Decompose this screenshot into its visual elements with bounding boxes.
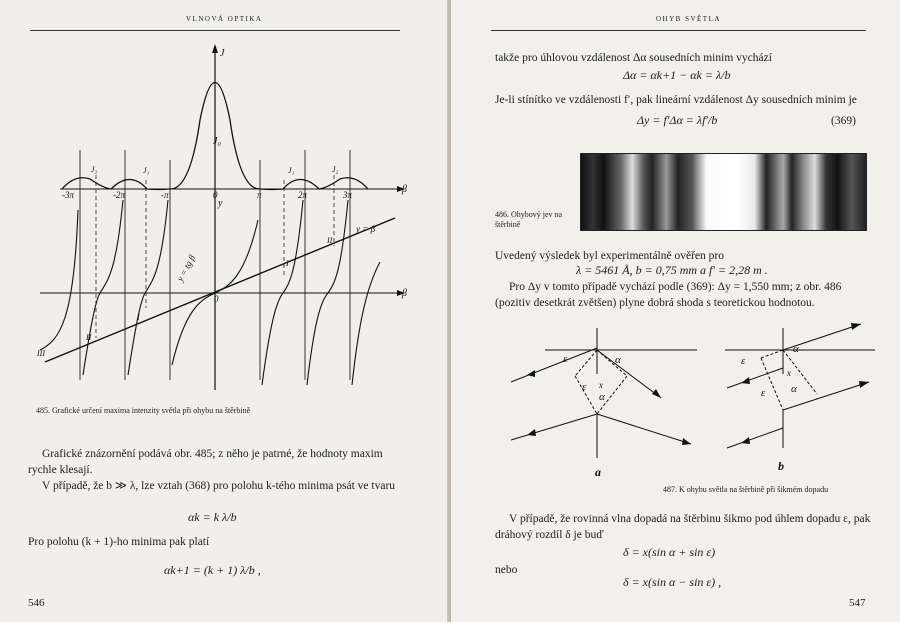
running-head-right: OHYB SVĚTLA bbox=[656, 15, 721, 23]
running-head-left: VLNOVÁ OPTIKA bbox=[186, 15, 263, 23]
equation-number-369: (369) bbox=[831, 115, 856, 127]
line-angular-distance: takže pro úhlovou vzdálenost Δα sousedních minim vychází bbox=[495, 52, 772, 64]
header-rule-right bbox=[491, 30, 866, 31]
label-J1-left: J₁ bbox=[143, 166, 150, 175]
fig487b-alpha-top: α bbox=[793, 343, 799, 355]
tick-2pi: 2π bbox=[298, 190, 308, 200]
label-J: J bbox=[220, 48, 225, 59]
tick-pi: π bbox=[257, 190, 262, 200]
fig487a-epsilon-inner: ε bbox=[582, 381, 587, 393]
fig487a-x: x bbox=[599, 380, 603, 390]
label-beta-lower: β bbox=[402, 288, 407, 299]
paragraph-result-intro: Uvedený výsledek byl experimentálně ověřen pro bbox=[495, 250, 724, 262]
label-beta-upper: β bbox=[402, 184, 407, 195]
tick-minus-pi: -π bbox=[161, 190, 169, 200]
fig487a-alpha-top: α bbox=[615, 354, 621, 366]
label-y-eq-beta: y = β bbox=[356, 224, 376, 234]
paragraph-next-minimum: Pro polohu (k + 1)-ho minima pak platí bbox=[28, 536, 210, 548]
fig487b-epsilon-inner: ε bbox=[761, 387, 766, 399]
equation-delta-y: Δy = f′Δα = λf′/b bbox=[637, 113, 718, 127]
figure-487-caption: 487. K ohybu světla na štěrbině při šikmém dopadu bbox=[663, 485, 829, 494]
label-J2-right: J₂ bbox=[332, 165, 339, 174]
paragraph-oblique-incidence: V případě, že rovinná vlna dopadá na štěrbinu šikmo pod úhlem dopadu ε, pak dráhový rozdíl δ je buď bbox=[495, 513, 871, 541]
equation-path-difference-diff: δ = x(sin α − sin ε) , bbox=[623, 575, 722, 589]
equation-alpha-k-plus-1: αk+1 = (k + 1) λ/b , bbox=[164, 563, 261, 577]
label-I-left: I bbox=[137, 313, 140, 322]
fig487-label-b: b bbox=[778, 459, 784, 473]
label-J0: J₀ bbox=[213, 136, 221, 147]
label-J2-left: J₂ bbox=[91, 165, 98, 174]
diffraction-photo bbox=[580, 153, 867, 231]
label-III: III bbox=[37, 349, 45, 358]
paragraph-approximation: V případě, že b ≫ λ, lze vztah (368) pro polohu k-tého minima psát ve tvaru bbox=[42, 480, 396, 492]
label-J1-right: J₁ bbox=[288, 166, 295, 175]
page-number-right: 547 bbox=[849, 597, 866, 609]
label-y: y bbox=[218, 198, 223, 209]
tick-zero-upper: 0 bbox=[213, 190, 218, 200]
page-number-left: 546 bbox=[28, 597, 45, 609]
label-II-right: II bbox=[327, 236, 333, 245]
fig487b-epsilon-top: ε bbox=[741, 355, 746, 367]
paragraph-result-comparison: Pro Δy v tomto případě vychází podle (369): Δy = 1,550 mm; z obr. 486 (pozitiv desetkrát zvětšen) plyne dobrá shoda s teoretickou hodnotou. bbox=[495, 281, 842, 309]
word-nebo: nebo bbox=[495, 564, 518, 576]
right-page bbox=[451, 0, 900, 622]
header-rule-left bbox=[30, 30, 400, 31]
photo-486-caption: 486. Ohybový jev na štěrbině bbox=[495, 210, 563, 229]
tick-minus-3pi: -3π bbox=[62, 190, 75, 200]
label-y-tg-beta: y = tg β bbox=[174, 253, 198, 283]
label-II-left: II bbox=[86, 333, 92, 342]
label-I-right: I bbox=[286, 259, 289, 268]
paragraph-graph-description: Grafické znázornění podává obr. 485; z něho je patrné, že hodnoty maxim rychle klesají. bbox=[28, 448, 383, 476]
figure-485-caption: 485. Grafické určení maxima intenzity světla při ohybu na štěrbině bbox=[36, 406, 251, 415]
fig487a-alpha-inner: α bbox=[599, 391, 605, 403]
equation-alpha-k: αk = k λ/b bbox=[188, 510, 237, 524]
tick-3pi: 3π bbox=[343, 190, 353, 200]
fig487-label-a: a bbox=[595, 465, 601, 479]
equation-experiment-values: λ = 5461 Å, b = 0,75 mm a f′ = 2,28 m . bbox=[576, 263, 768, 277]
tick-zero-lower: 0 bbox=[214, 294, 219, 304]
fig487a-epsilon-top: ε bbox=[563, 353, 568, 365]
fig487b-x: x bbox=[787, 368, 791, 378]
equation-delta-alpha: Δα = αk+1 − αk = λ/b bbox=[623, 68, 731, 82]
equation-path-difference-sum: δ = x(sin α + sin ε) bbox=[623, 545, 716, 559]
figure-487-oblique-incidence bbox=[491, 318, 891, 482]
line-linear-distance: Je-li stínítko ve vzdálenosti f′, pak lineární vzdálenost Δy sousedních minim je bbox=[495, 94, 857, 106]
tick-minus-2pi: -2π bbox=[113, 190, 126, 200]
figure-485-graph bbox=[0, 40, 449, 400]
left-page bbox=[0, 0, 449, 622]
fig487b-alpha-inner: α bbox=[791, 383, 797, 395]
